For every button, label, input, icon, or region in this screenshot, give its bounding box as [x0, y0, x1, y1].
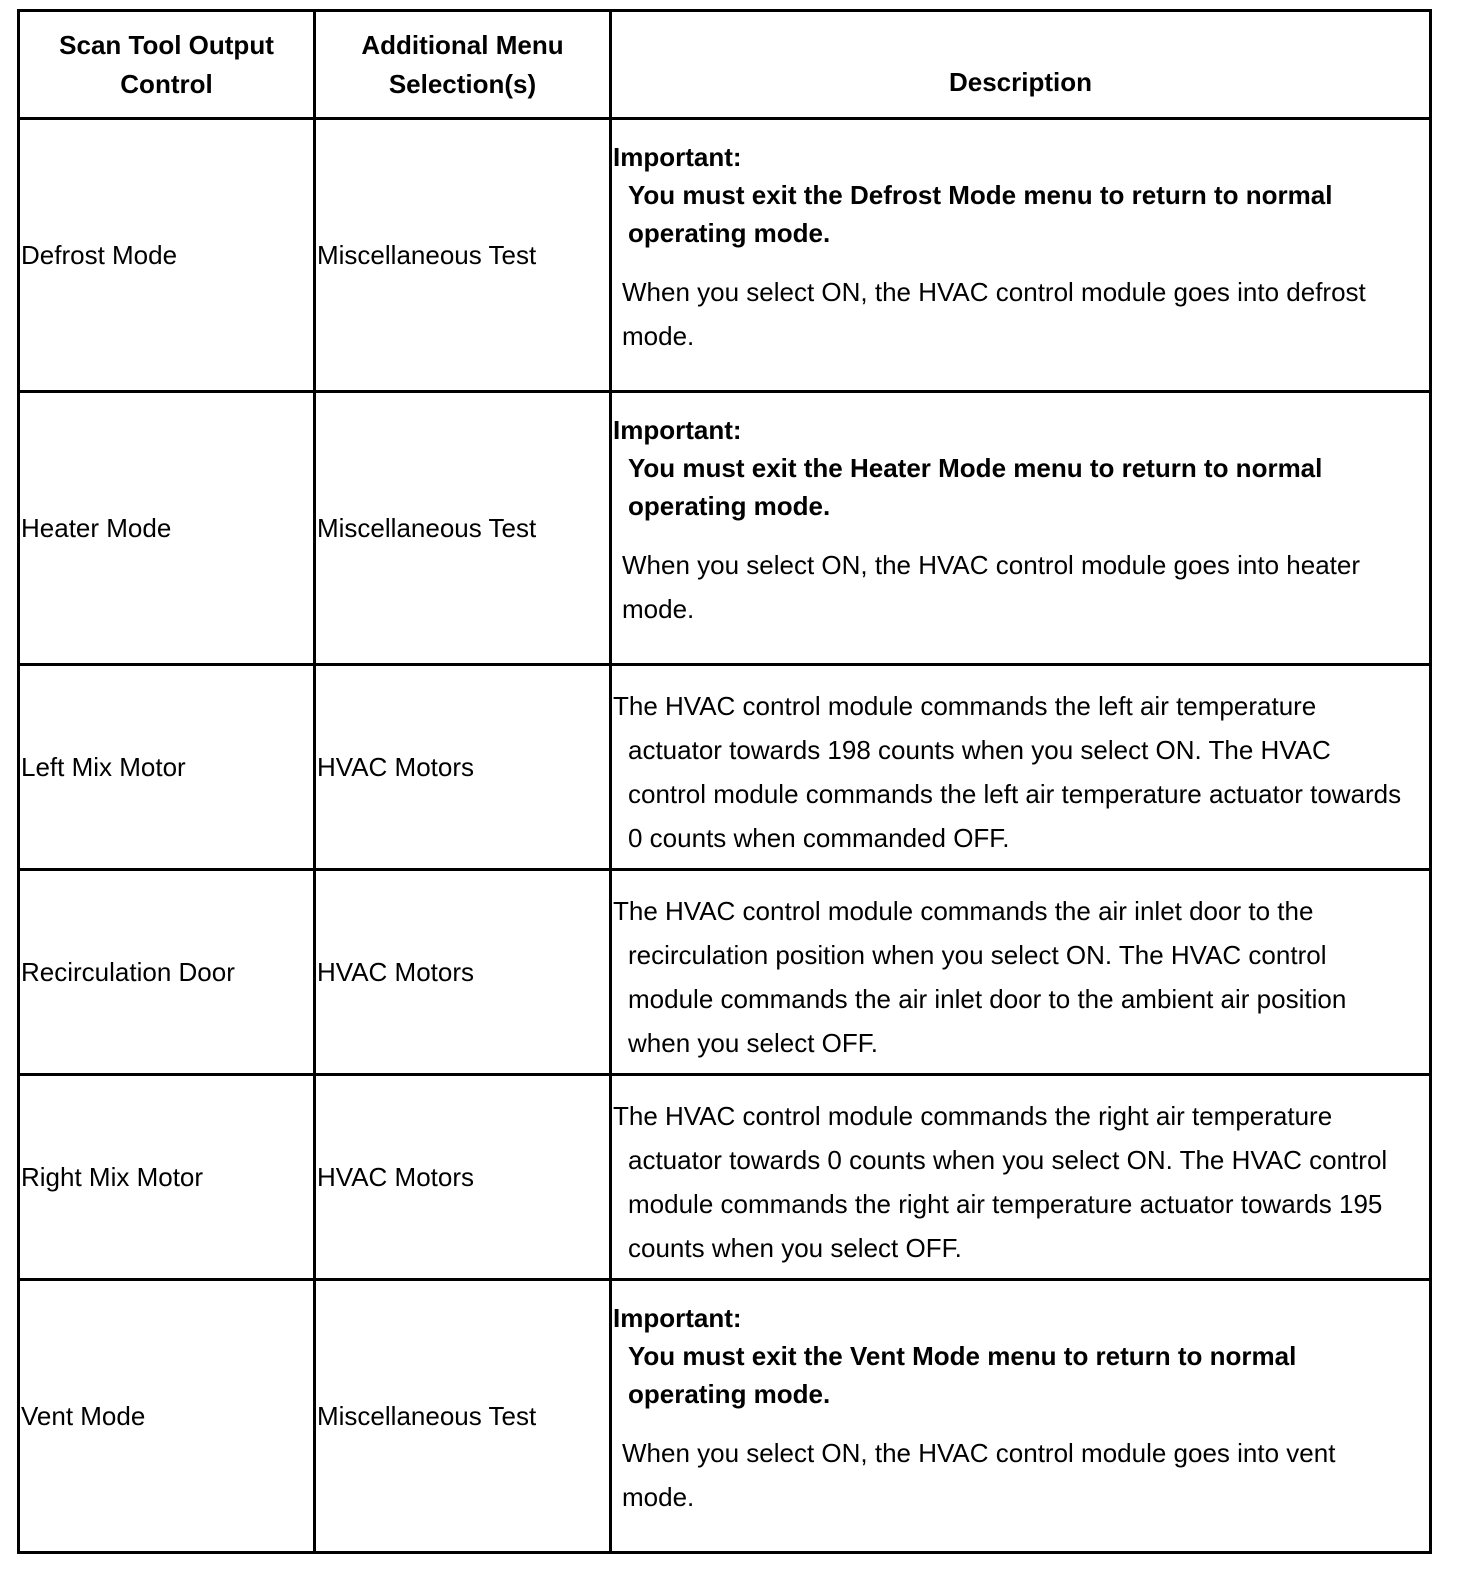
description-text: The HVAC control module commands the right air temperature actuator towards 0 counts when you select ON. The HVAC control module commands the right air temperature actuator towards 195 counts when you select OFF.: [613, 1101, 1388, 1263]
menu-selection: HVAC Motors: [315, 665, 611, 870]
header-description: Description: [611, 11, 1431, 119]
table-row: [19, 665, 1431, 870]
description-text: The HVAC control module commands the left air temperature actuator towards 198 counts when you select ON. The HVAC control module commands the left air temperature actuator towards 0 counts when commanded OFF.: [613, 691, 1402, 853]
table-row: [19, 870, 1431, 1075]
table-row: [19, 119, 1431, 392]
description-cell: [611, 665, 1431, 870]
description-cell: [611, 1280, 1431, 1553]
output-control-name: Vent Mode: [19, 1280, 315, 1553]
header-row: [19, 11, 1431, 119]
description-text: When you select ON, the HVAC control module goes into heater mode.: [622, 550, 1361, 624]
menu-selection: HVAC Motors: [315, 1075, 611, 1280]
description-text: The HVAC control module commands the air inlet door to the recirculation position when you select ON. The HVAC control module commands the air inlet door to the ambient air position when you select OFF.: [613, 896, 1347, 1058]
important-text: You must exit the Vent Mode menu to return to normal operating mode.: [628, 1341, 1297, 1409]
output-control-name: Heater Mode: [19, 392, 315, 665]
output-control-name: Right Mix Motor: [19, 1075, 315, 1280]
description-text: When you select ON, the HVAC control module goes into vent mode.: [622, 1438, 1336, 1512]
important-label: Important:: [613, 1303, 742, 1333]
menu-selection: Miscellaneous Test: [315, 119, 611, 392]
header-menu-selection: Additional Menu Selection(s): [315, 11, 611, 119]
description-cell: [611, 119, 1431, 392]
description-cell: [611, 870, 1431, 1075]
output-control-name: Recirculation Door: [19, 870, 315, 1075]
description-cell: [611, 392, 1431, 665]
description-cell: [611, 1075, 1431, 1280]
table-row: [19, 392, 1431, 665]
output-control-table: [17, 9, 1432, 1554]
important-text: You must exit the Defrost Mode menu to return to normal operating mode.: [628, 180, 1333, 248]
important-label: Important:: [613, 415, 742, 445]
table-row: [19, 1075, 1431, 1280]
menu-selection: Miscellaneous Test: [315, 1280, 611, 1553]
description-text: When you select ON, the HVAC control module goes into defrost mode.: [622, 277, 1366, 351]
table-row: [19, 1280, 1431, 1553]
header-output-control: Scan Tool Output Control: [19, 11, 315, 119]
important-text: You must exit the Heater Mode menu to return to normal operating mode.: [628, 453, 1323, 521]
output-control-name: Left Mix Motor: [19, 665, 315, 870]
menu-selection: Miscellaneous Test: [315, 392, 611, 665]
output-control-name: Defrost Mode: [19, 119, 315, 392]
menu-selection: HVAC Motors: [315, 870, 611, 1075]
important-label: Important:: [613, 142, 742, 172]
